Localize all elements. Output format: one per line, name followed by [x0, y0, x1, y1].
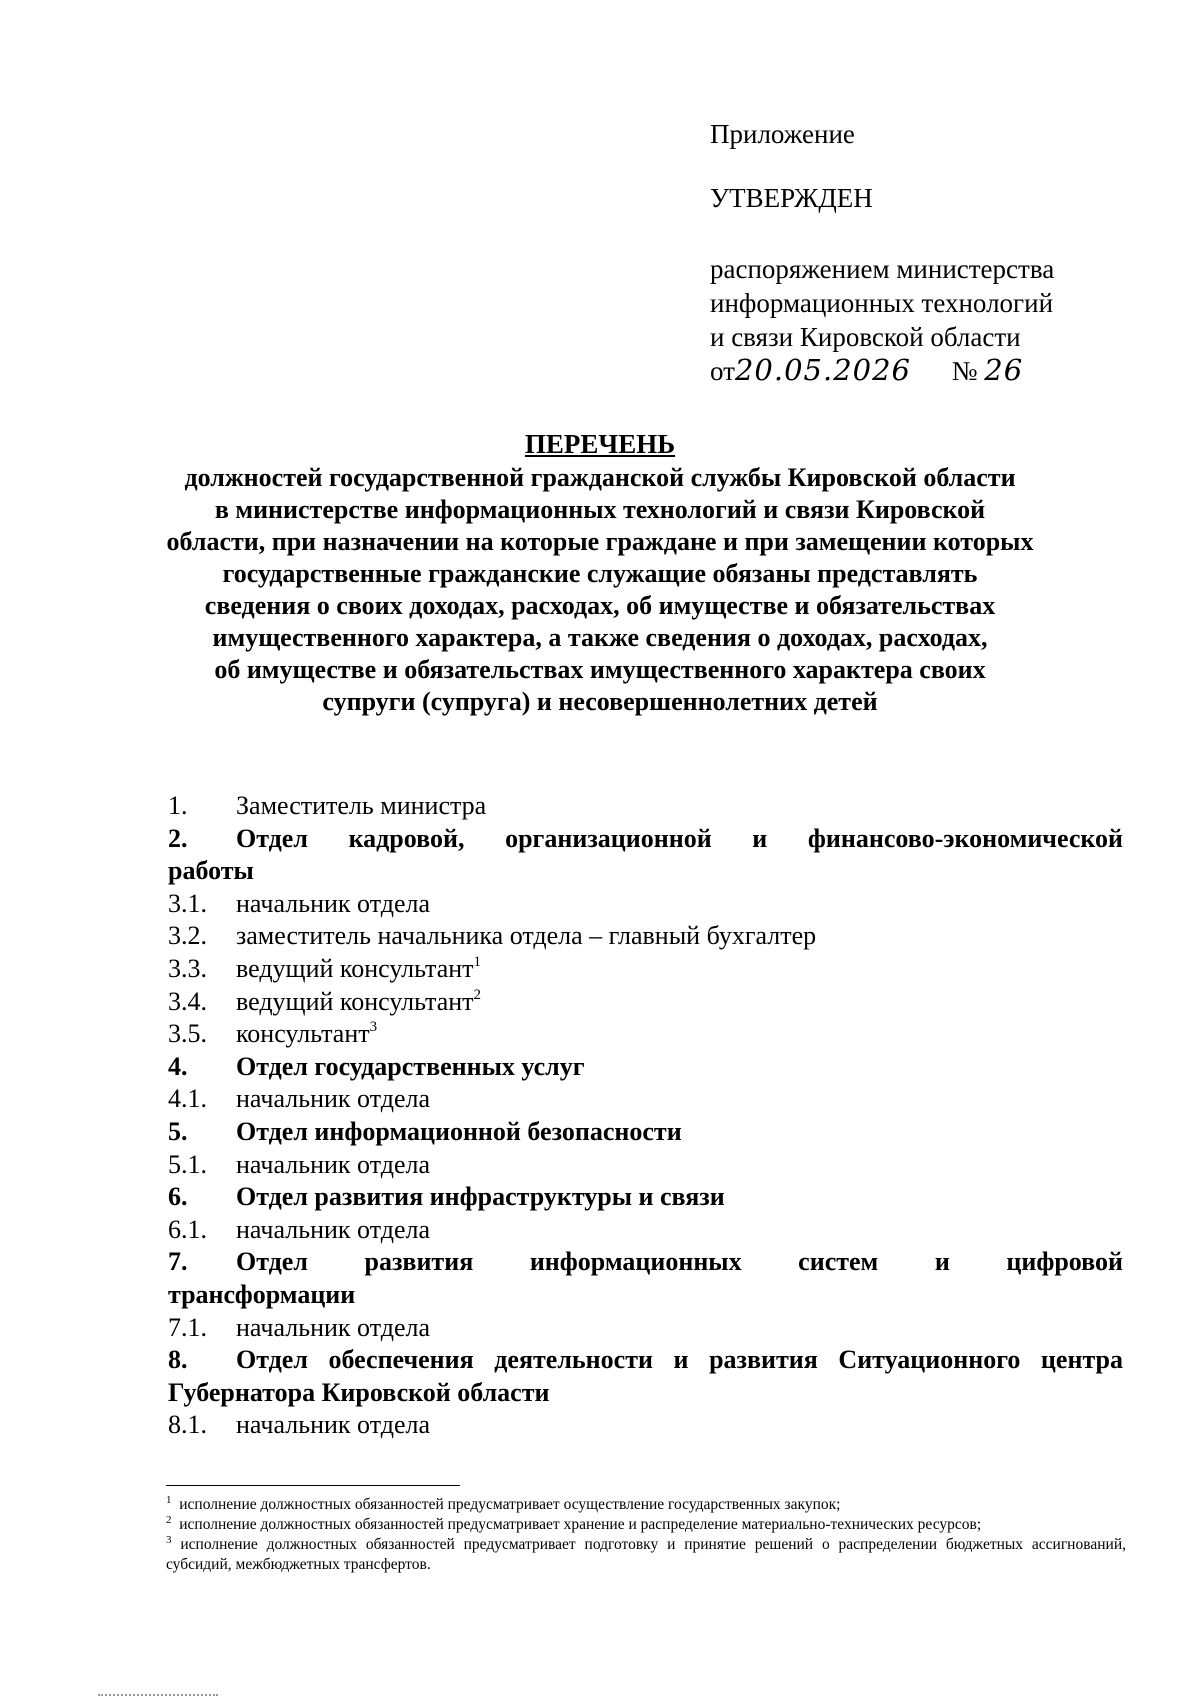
item-number: 2. — [168, 823, 188, 853]
order-line: и связи Кировской области — [710, 322, 1021, 352]
handwritten-date: 20.05.2026 — [734, 353, 911, 387]
positions-list — [168, 790, 1123, 1442]
item-text-continued: Губернатора Кировской области — [168, 1377, 550, 1407]
date-prefix: от — [710, 356, 735, 386]
item-text: Отдел кадровой, организационной и финансово-экономической — [236, 823, 1123, 853]
footnote — [166, 1515, 1126, 1535]
department-heading — [168, 823, 1123, 856]
department-heading-continued — [168, 1279, 1123, 1312]
list-item — [168, 1409, 1123, 1442]
item-text: Отдел информационной безопасности — [236, 1116, 682, 1146]
list-item — [168, 1214, 1123, 1247]
footnote-mark: 1 — [166, 1494, 172, 1506]
list-item — [168, 1149, 1123, 1182]
footnote-text: исполнение должностных обязанностей предусматривает подготовку и принятие решений о распределении бюджетных ассигнований, субсидий, межбюджетных трансфертов. — [166, 1536, 1126, 1573]
number-sign: № — [951, 356, 978, 386]
item-number: 1. — [168, 791, 188, 820]
item-text: Заместитель министра — [236, 791, 487, 820]
item-text: заместитель начальника отдела – главный бухгалтер — [236, 921, 817, 951]
item-text: начальник отдела — [236, 888, 431, 918]
order-line: информационных технологий — [710, 288, 1054, 318]
item-text: Отдел обеспечения деятельности и развития Ситуационного центра — [236, 1345, 1123, 1375]
title-line: сведения о своих доходах, расходах, об имуществе и обязательствах — [204, 591, 996, 620]
item-number: 4.1. — [168, 1084, 207, 1114]
item-number: 3.1. — [168, 888, 207, 918]
item-number: 6.1. — [168, 1214, 207, 1244]
item-text: начальник отдела — [236, 1149, 431, 1179]
department-heading — [168, 1116, 1123, 1149]
department-heading — [168, 1181, 1123, 1214]
list-item — [168, 1018, 1123, 1051]
footnote-mark: 2 — [166, 1514, 172, 1526]
footnote-text: исполнение должностных обязанностей предусматривает осуществление государственных закупок; — [179, 1496, 841, 1513]
item-text: Отдел развития инфраструктуры и связи — [236, 1182, 725, 1212]
footnote-mark: 3 — [369, 1019, 378, 1036]
department-heading — [168, 1051, 1123, 1084]
item-text: Отдел государственных услуг — [236, 1051, 585, 1081]
footnote — [166, 1495, 1126, 1515]
department-heading — [168, 1344, 1123, 1377]
footnote-mark: 3 — [166, 1534, 172, 1546]
item-text: начальник отдела — [236, 1214, 431, 1244]
item-number: 6. — [168, 1182, 188, 1212]
list-item — [168, 888, 1123, 921]
title-line: государственные гражданские служащие обязаны представлять — [222, 559, 978, 588]
department-heading-continued — [168, 1377, 1123, 1410]
footnote — [166, 1535, 1126, 1575]
item-text: Отдел развития информационных систем и цифровой — [236, 1247, 1123, 1277]
approved-label: УТВЕРЖДЕН — [710, 183, 873, 213]
footnote-mark: 1 — [473, 953, 482, 970]
title-heading: ПЕРЕЧЕНЬ — [524, 429, 676, 459]
item-number: 8.1. — [168, 1410, 207, 1440]
title-line: об имуществе и обязательствах имущественного характера своих — [214, 655, 986, 684]
order-line: распоряжением министерства — [710, 254, 1055, 284]
item-number: 8. — [168, 1345, 188, 1375]
title-line: имущественного характера, а также сведения о доходах, расходах, — [212, 623, 988, 652]
item-text-continued: работы — [168, 856, 254, 886]
handwritten-number: 26 — [984, 353, 1024, 387]
list-item — [168, 986, 1123, 1019]
footnote-text: исполнение должностных обязанностей предусматривает хранение и распределение материально-технических ресурсов; — [179, 1516, 982, 1533]
item-text: консультант — [236, 1019, 370, 1049]
item-text: ведущий консультант — [236, 953, 474, 983]
item-text-continued: трансформации — [168, 1279, 356, 1309]
item-number: 4. — [168, 1051, 188, 1081]
item-number: 3.5. — [168, 1019, 207, 1049]
list-item — [168, 1083, 1123, 1116]
title-line: супруги (супруга) и несовершеннолетних детей — [322, 687, 878, 716]
approval-order — [710, 252, 1054, 354]
scan-artifact — [98, 1694, 218, 1698]
item-number: 3.3. — [168, 953, 207, 983]
item-number: 7.1. — [168, 1312, 207, 1342]
item-number: 3.2. — [168, 921, 207, 951]
list-item — [168, 1312, 1123, 1345]
item-number: 3.4. — [168, 986, 207, 1016]
item-number: 5.1. — [168, 1149, 207, 1179]
title-line: в министерстве информационных технологий и связи Кировской — [214, 495, 986, 524]
footnote-mark: 2 — [473, 986, 482, 1003]
item-number: 5. — [168, 1116, 188, 1146]
item-text: начальник отдела — [236, 1084, 431, 1114]
title-line: должностей государственной гражданской службы Кировской области — [184, 463, 1016, 492]
item-text: ведущий консультант — [236, 986, 474, 1016]
list-item — [168, 920, 1123, 953]
list-item — [168, 790, 1123, 823]
item-text: начальник отдела — [236, 1312, 431, 1342]
department-heading-continued — [168, 855, 1123, 888]
document-title — [150, 428, 1050, 718]
approval-date-number — [710, 353, 1023, 388]
appendix-label: Приложение — [710, 119, 855, 149]
footnotes — [166, 1495, 1126, 1575]
department-heading — [168, 1246, 1123, 1279]
title-line: области, при назначении на которые граждане и при замещении которых — [166, 527, 1034, 556]
footnote-separator — [166, 1485, 460, 1486]
item-text: начальник отдела — [236, 1410, 431, 1440]
item-number: 7. — [168, 1247, 188, 1277]
list-item — [168, 953, 1123, 986]
